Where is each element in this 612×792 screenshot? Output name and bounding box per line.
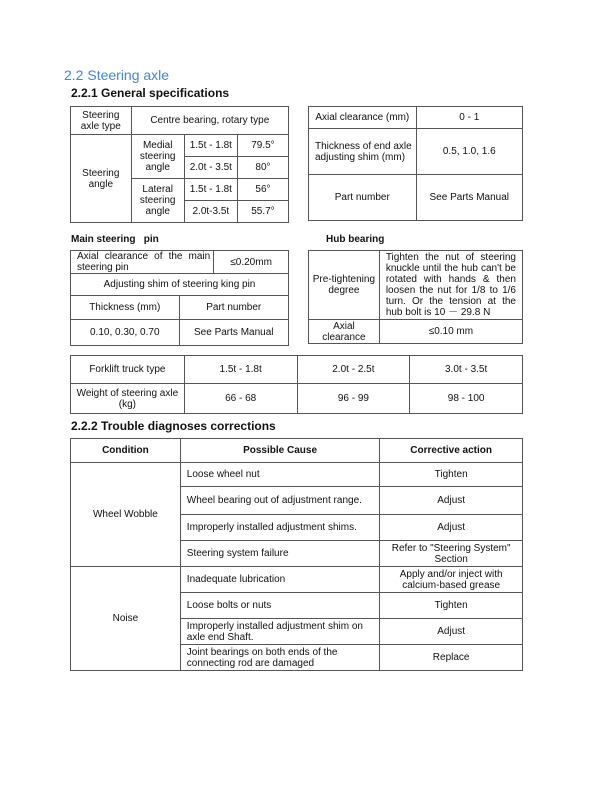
pin-axial-label: Axial clearance of the main steering pin [71,251,214,274]
part-number-label: Part number [309,175,417,221]
pre-tightening-value: Tighten the nut of steering knuckle until the hub can't be rotated with hands & then loosen the nut for 1/8 to 1/6 turn. Or the tension at the hub bolt is 10 － 29.8 N [379,251,522,320]
lateral-value-1: 56° [237,179,288,201]
action-cell: Adjust [380,619,523,645]
main-pin-table [70,250,289,346]
general-spec-title: 2.2.1 General specifications [71,86,230,100]
cause-cell: Steering system failure [180,541,380,567]
cause-cell: Improperly installed adjustment shims. [180,515,380,541]
axle-type-label: Steering axle type [71,107,132,135]
cause-cell: Wheel bearing out of adjustment range. [180,487,380,515]
cause-cell: Inadequate lubrication [180,567,380,593]
lateral-range-2: 2.0t-3.5t [184,201,237,223]
king-pin-shim-label: Adjusting shim of steering king pin [71,274,289,296]
pre-tightening-label: Pre-tightening degree [309,251,380,320]
pin-axial-value: ≤0.20mm [214,251,289,274]
truck-type-3: 3.0t - 3.5t [410,356,523,384]
axial-clearance-value: 0 - 1 [416,107,522,129]
hub-axial-value: ≤0.10 mm [379,320,522,344]
axial-clearance-table [308,106,523,221]
hub-bearing-title: Hub bearing [326,234,385,245]
action-cell: Refer to "Steering System" Section [380,541,523,567]
medial-range-2: 2.0t - 3.5t [184,157,237,179]
steering-angle-label: Steering angle [71,135,132,223]
medial-range-1: 1.5t - 1.8t [184,135,237,157]
action-cell: Adjust [380,487,523,515]
steering-angle-table [70,106,289,223]
trouble-title: 2.2.2 Trouble diagnoses corrections [71,419,276,433]
header-action: Corrective action [380,439,523,463]
hub-axial-label: Axial clearance [309,320,380,344]
main-steering-pin-title: Main steering pin [71,234,159,245]
hub-bearing-table [308,250,523,344]
pin-thickness-value: 0.10, 0.30, 0.70 [71,320,180,346]
lateral-angle-label: Lateral steering angle [131,179,184,223]
cause-cell: Joint bearings on both ends of the connecting rod are damaged [180,645,380,671]
condition-wheel-wobble: Wheel Wobble [71,463,181,567]
shim-thickness-label: Thickness of end axle adjusting shim (mm) [309,129,417,175]
medial-angle-label: Medial steering angle [131,135,184,179]
truck-type-2: 2.0t - 2.5t [297,356,410,384]
lateral-range-1: 1.5t - 1.8t [184,179,237,201]
medial-value-1: 79.5° [237,135,288,157]
lateral-value-2: 55.7° [237,201,288,223]
action-cell: Tighten [380,593,523,619]
axle-type-value: Centre bearing, rotary type [131,107,288,135]
axle-weight-1: 66 - 68 [184,384,297,414]
axle-weight-3: 98 - 100 [410,384,523,414]
part-number-value: See Parts Manual [416,175,522,221]
trouble-table [70,438,523,671]
truck-type-label: Forklift truck type [71,356,185,384]
axle-weight-label: Weight of steering axle (kg) [71,384,185,414]
action-cell: Replace [380,645,523,671]
cause-cell: Improperly installed adjustment shim on axle end Shaft. [180,619,380,645]
action-cell: Adjust [380,515,523,541]
table-row [71,567,523,593]
truck-type-1: 1.5t - 1.8t [184,356,297,384]
action-cell: Apply and/or inject with calcium-based grease [380,567,523,593]
header-condition: Condition [71,439,181,463]
pin-part-value: See Parts Manual [179,320,288,346]
axle-weight-2: 96 - 99 [297,384,410,414]
header-cause: Possible Cause [180,439,380,463]
section-title: 2.2 Steering axle [64,67,170,83]
shim-thickness-value: 0.5, 1.0, 1.6 [416,129,522,175]
table-row [71,463,523,487]
axle-weight-table [70,355,523,414]
pin-part-label: Part number [179,296,288,320]
action-cell: Tighten [380,463,523,487]
condition-noise: Noise [71,567,181,671]
medial-value-2: 80° [237,157,288,179]
cause-cell: Loose bolts or nuts [180,593,380,619]
pin-thickness-label: Thickness (mm) [71,296,180,320]
axial-clearance-label: Axial clearance (mm) [309,107,417,129]
cause-cell: Loose wheel nut [180,463,380,487]
